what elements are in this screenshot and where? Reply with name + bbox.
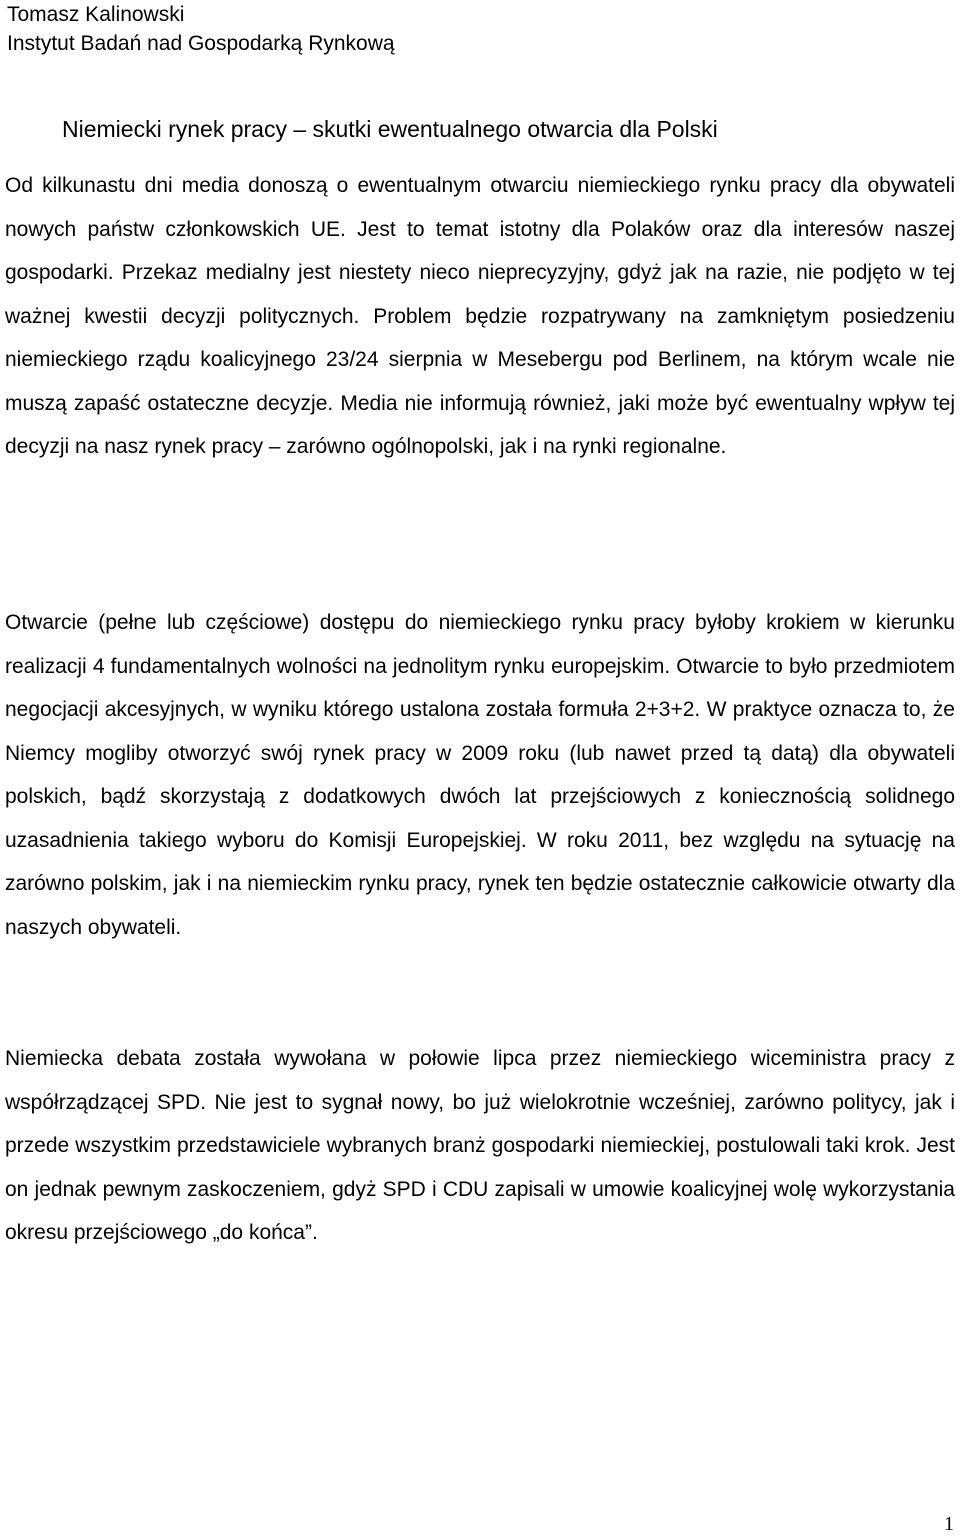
body-paragraph: Od kilkunastu dni media donoszą o ewentualnym otwarciu niemieckiego rynku pracy dla obywateli nowych państw członkowskich UE. Jest to temat istotny dla Polaków oraz dla interesów naszej gospodarki. Przekaz medialny jest niestety nieco nieprecyzyjny, gdyż jak na razie, nie podjęto w tej ważnej kwestii decyzji politycznych. Problem będzie rozpatrywany na zamkniętym posiedzeniu niemieckiego rządu koalicyjnego 23/24 sierpnia w Mesebergu pod Berlinem, na którym wcale nie muszą zapaść ostateczne decyzje. Media nie informują również, jaki może być ewentualny wpływ tej decyzji na nasz rynek pracy – zarówno ogólnopolski, jak i na rynki regionalne. xyxy=(5,174,955,458)
body-paragraph: Otwarcie (pełne lub częściowe) dostępu do niemieckiego rynku pracy byłoby krokiem w kierunku realizacji 4 fundamentalnych wolności na jednolitym rynku europejskim. Otwarcie to było przedmiotem negocjacji akcesyjnych, w wyniku którego ustalona została formuła 2+3+2. W praktyce oznacza to, że Niemcy mogliby otworzyć swój rynek pracy w 2009 roku (lub nawet przed tą datą) dla obywateli polskich, bądź skorzystają z dodatkowych dwóch lat przejściowych z koniecznością solidnego uzasadnienia takiego wyboru do Komisji Europejskiej. W roku 2011, bez względu na sytuację na zarówno polskim, jak i na niemieckim rynku pracy, rynek ten będzie ostatecznie całkowicie otwarty dla naszych obywateli. xyxy=(5,611,955,939)
institution-name: Instytut Badań nad Gospodarką Rynkową xyxy=(7,32,395,55)
page-number: 1 xyxy=(944,1513,954,1535)
author-name: Tomasz Kalinowski xyxy=(7,3,185,26)
document-title: Niemiecki rynek pracy – skutki ewentualnego otwarcia dla Polski xyxy=(62,116,718,142)
document-header xyxy=(7,0,395,58)
body-paragraph: Niemiecka debata została wywołana w połowie lipca przez niemieckiego wiceministra pracy z współrządzącej SPD. Nie jest to sygnał nowy, bo już wielokrotnie wcześniej, zarówno politycy, jak i przede wszystkim przedstawiciele wybranych branż gospodarki niemieckiej, postulowali taki krok. Jest on jednak pewnym zaskoczeniem, gdyż SPD i CDU zapisali w umowie koalicyjnej wolę wykorzystania okresu przejściowego „do końca”. xyxy=(5,1047,955,1244)
